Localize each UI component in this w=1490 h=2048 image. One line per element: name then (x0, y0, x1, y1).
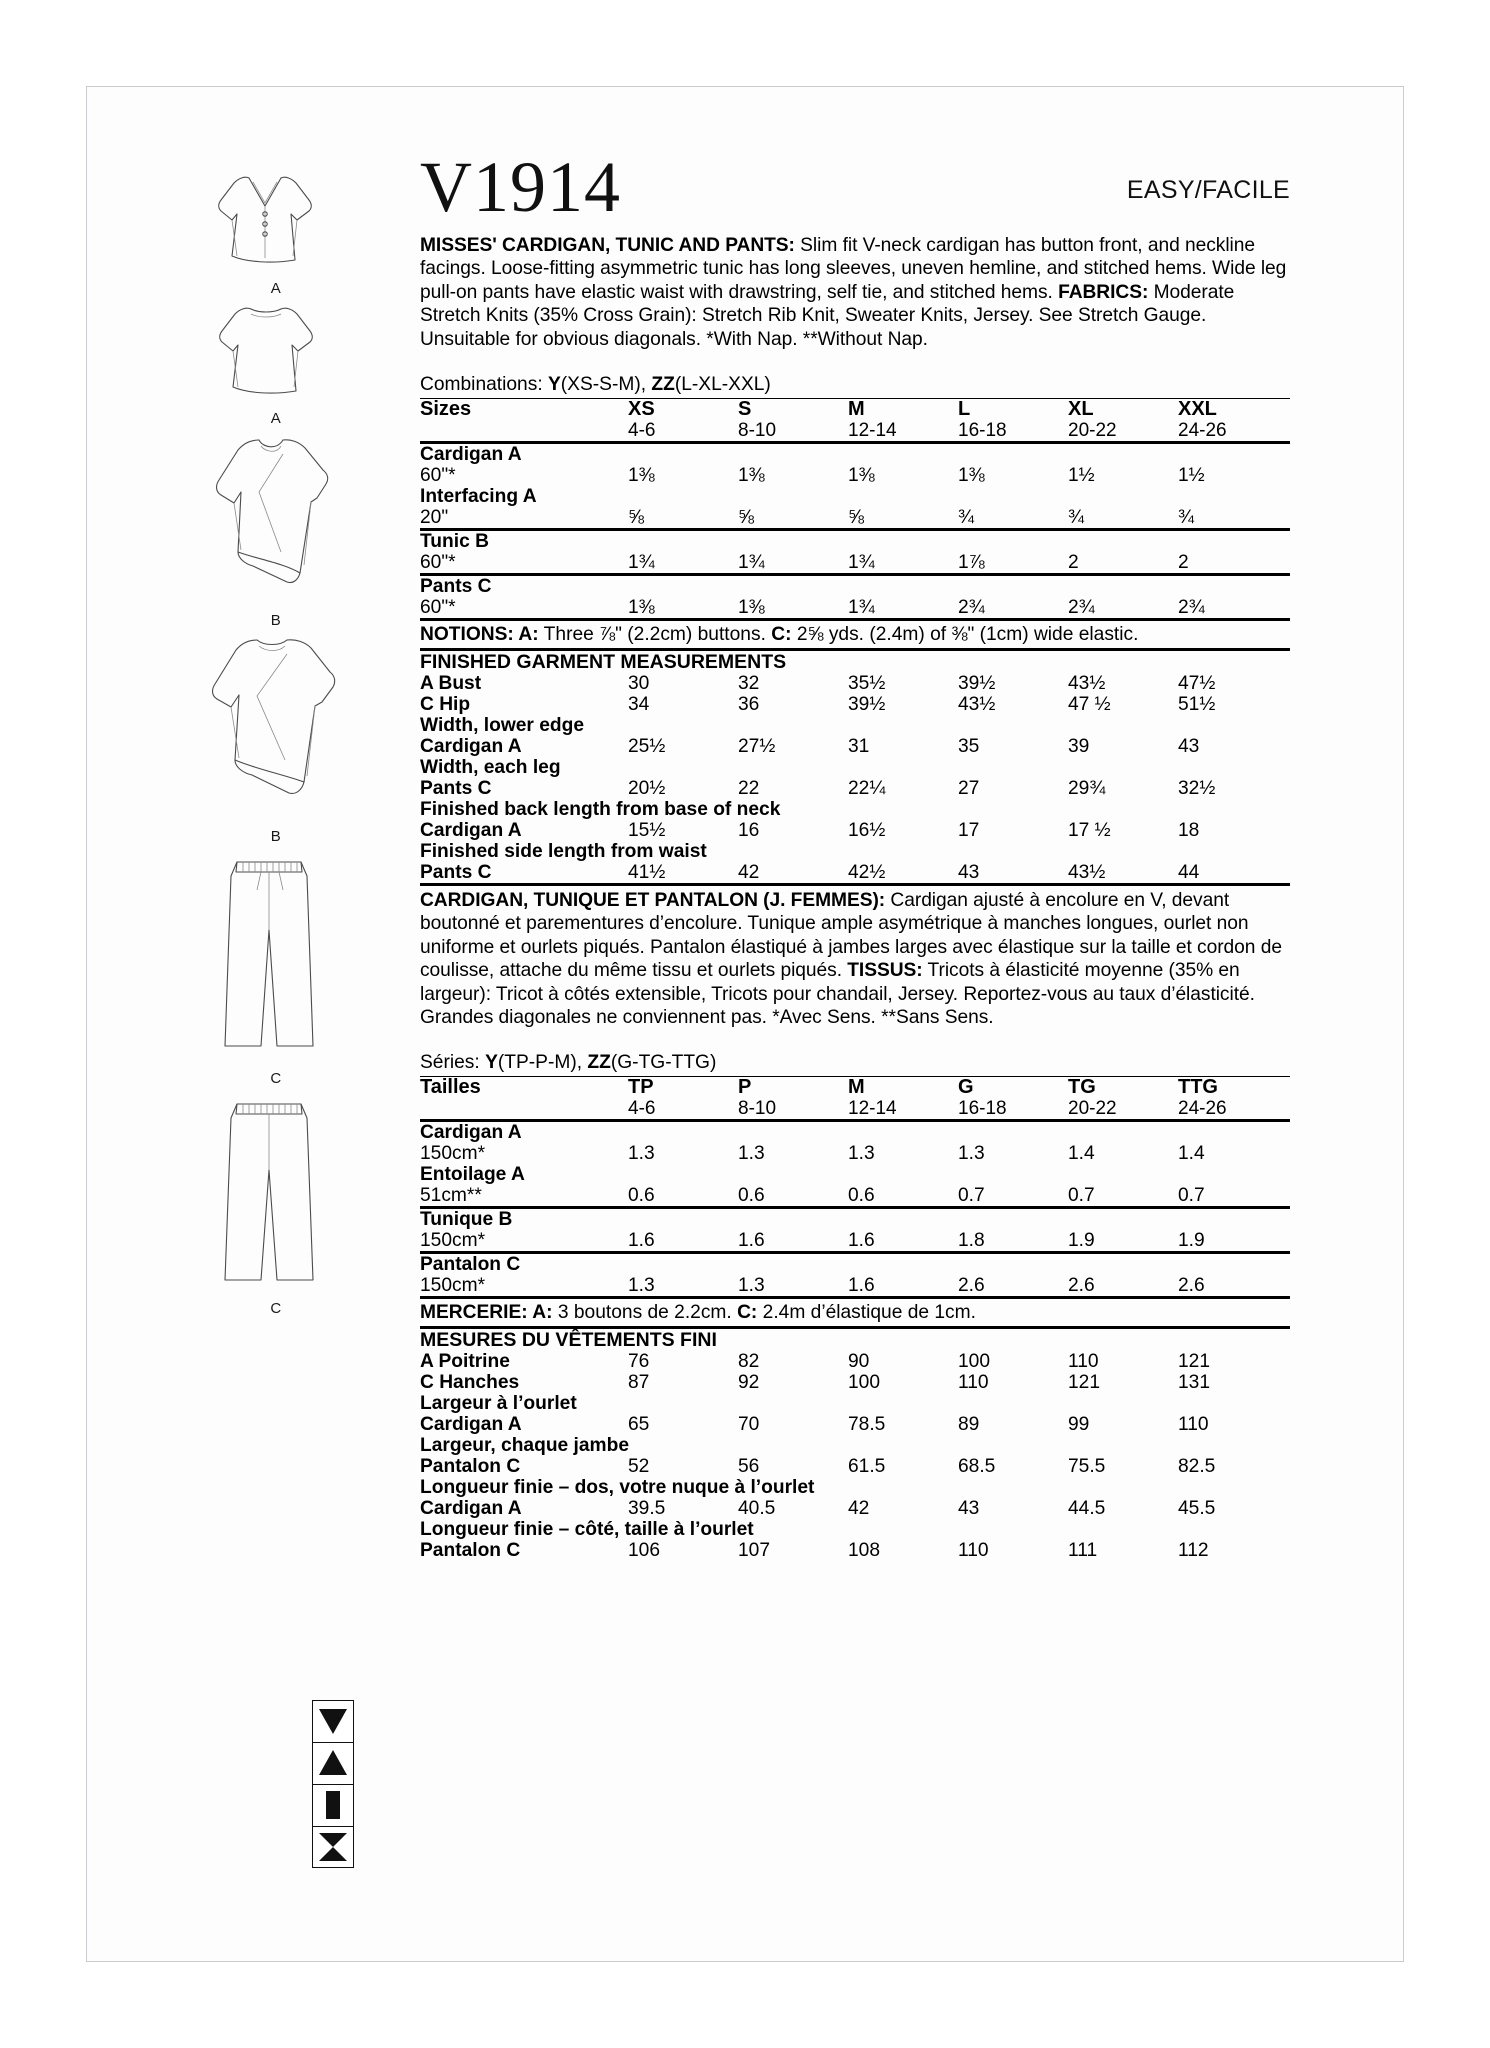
yardage-value: 2.6 (1068, 1275, 1095, 1297)
measure-value: 39.5 (628, 1498, 666, 1520)
yardage-value: 0.6 (628, 1185, 655, 1207)
french-yardage-table (420, 1076, 1290, 1296)
yardage-value: 0.7 (1068, 1185, 1095, 1207)
measure-value: 99 (1068, 1414, 1090, 1436)
measure-value: 43½ (1068, 673, 1106, 695)
yardage-value: 2.6 (958, 1275, 985, 1297)
measure-value: 18 (1178, 820, 1200, 842)
english-combinations (420, 373, 1290, 398)
measure-value: 31 (848, 736, 870, 758)
numeric-size-col-0: 4-6 (628, 1098, 656, 1120)
content-column (420, 147, 1290, 1562)
size-col-5: TTG (1178, 1077, 1290, 1099)
measure-value: 42 (848, 1498, 870, 1520)
table-subheading-row (420, 1435, 1290, 1456)
illustration-label: B (270, 612, 282, 629)
yardage-value: 0.6 (738, 1185, 765, 1207)
yardage-group-width: 150cm* (420, 1143, 486, 1165)
table-row (420, 1253, 1290, 1276)
illustration-tunic-back-view-b (196, 630, 356, 845)
table-row (420, 530, 1290, 553)
yardage-group-width: 60"* (420, 465, 456, 487)
measure-label: C Hip (420, 694, 471, 716)
measure-value: 131 (1178, 1372, 1211, 1394)
measure-value: 70 (738, 1414, 760, 1436)
measure-value: 41½ (628, 862, 666, 884)
measure-value: 39½ (958, 673, 996, 695)
yardage-value: 1.4 (1178, 1143, 1205, 1165)
english-description-title: MISSES' CARDIGAN, TUNIC AND PANTS: (420, 235, 795, 256)
yardage-value: 1½ (1178, 465, 1205, 487)
english-notions (420, 621, 1290, 648)
measure-value: 27½ (738, 736, 776, 758)
measure-value: 44 (1178, 862, 1200, 884)
numeric-size-col-1: 8-10 (738, 420, 777, 442)
numeric-size-col-0: 4-6 (628, 420, 656, 442)
yardage-value: 1⅞ (958, 552, 985, 574)
measure-value: 44.5 (1068, 1498, 1106, 1520)
table-header-row (420, 399, 1290, 421)
measure-value: 61.5 (848, 1456, 886, 1478)
yardage-group-name: Cardigan A (420, 1121, 628, 1144)
illustration-pants-back-view-c (196, 1092, 356, 1317)
size-col-1: P (738, 1077, 848, 1099)
french-combinations (420, 1051, 1290, 1076)
table-row (420, 597, 1290, 618)
size-col-0: XS (628, 399, 738, 421)
english-notions-c-label: C: (771, 624, 792, 646)
measure-value: 16½ (848, 820, 886, 842)
table-row (420, 736, 1290, 757)
size-col-3: G (958, 1077, 1068, 1099)
table-row (420, 1351, 1290, 1372)
measure-value: 51½ (1178, 694, 1216, 716)
measure-subheading: Longueur finie – côté, taille à l’ourlet (420, 1519, 754, 1541)
illustration-pants-front-view-c (196, 850, 356, 1087)
measure-label: Cardigan A (420, 1498, 522, 1520)
measure-value: 29¾ (1068, 778, 1106, 800)
measure-value: 43 (1178, 736, 1200, 758)
yardage-value: 1⅜ (738, 597, 765, 619)
yardage-value: ¾ (958, 507, 975, 529)
measure-value: 100 (958, 1351, 991, 1373)
french-notions (420, 1299, 1290, 1326)
french-combination-y: Y (485, 1052, 498, 1074)
measure-subheading: Largeur à l’ourlet (420, 1393, 577, 1415)
table-row (420, 1230, 1290, 1253)
pattern-icon-strip (312, 1700, 354, 1868)
measure-value: 25½ (628, 736, 666, 758)
measure-value: 78.5 (848, 1414, 886, 1436)
table-section-heading-row (420, 1329, 1290, 1351)
measure-value: 22 (738, 778, 760, 800)
yardage-group-width: 60"* (420, 597, 456, 619)
french-fabrics-body: Tricots à élasticité moyenne (35% en largeur): Tricot à côtés extensible, Tricots pour chandail, Jersey. Reportez-vous au taux d’élasticité. Grandes diagonales ne conviennent pas. *Avec Sens. **Sans Sens. (420, 960, 1255, 1029)
measure-value: 42 (738, 862, 760, 884)
numeric-size-col-4: 20-22 (1068, 1098, 1117, 1120)
table-subheading-row (420, 715, 1290, 736)
yardage-value: 1.3 (628, 1275, 655, 1297)
table-row (420, 1275, 1290, 1296)
sizes-header: Sizes (420, 399, 628, 421)
yardage-value: 0.7 (958, 1185, 985, 1207)
yardage-value: 1.3 (738, 1275, 765, 1297)
measure-label: Pants C (420, 862, 492, 884)
english-combination-y: Y (547, 374, 561, 396)
measure-value: 87 (628, 1372, 650, 1394)
size-col-4: XL (1068, 399, 1178, 421)
measure-label: Pants C (420, 778, 492, 800)
table-subheading-row (420, 1393, 1290, 1414)
french-notions-c-text: 2.4m d’élastique de 1cm. (757, 1302, 976, 1324)
measure-value: 42½ (848, 862, 886, 884)
measure-value: 110 (958, 1372, 989, 1394)
measure-value: 110 (1178, 1414, 1209, 1436)
measure-value: 30 (628, 673, 650, 695)
measure-value: 15½ (628, 820, 666, 842)
triangle-up-icon (312, 1742, 354, 1784)
measure-value: 75.5 (1068, 1456, 1106, 1478)
numeric-size-col-3: 16-18 (958, 420, 1007, 442)
yardage-value: 1.3 (628, 1143, 655, 1165)
hourglass-icon (312, 1826, 354, 1868)
measure-value: 43½ (958, 694, 996, 716)
english-notions-c-text: 2⅝ yds. (2.4m) of ⅜" (1cm) wide elastic. (791, 624, 1139, 646)
table-row (420, 820, 1290, 841)
yardage-value: 1⅜ (628, 597, 655, 619)
measure-value: 36 (738, 694, 760, 716)
yardage-group-name: Pantalon C (420, 1253, 628, 1276)
measure-value: 121 (1068, 1372, 1101, 1394)
french-fabrics-label: TISSUS: (847, 960, 923, 982)
english-combination-zz: ZZ (651, 374, 675, 396)
table-row (420, 1121, 1290, 1144)
yardage-group-width: 60"* (420, 552, 456, 574)
yardage-value: 1.9 (1178, 1230, 1205, 1252)
measure-value: 39½ (848, 694, 886, 716)
measure-value: 45.5 (1178, 1498, 1216, 1520)
yardage-value: 1.8 (958, 1230, 985, 1252)
table-row (420, 694, 1290, 715)
numeric-size-col-4: 20-22 (1068, 420, 1117, 442)
french-description (420, 889, 1290, 1029)
measure-label: A Poitrine (420, 1351, 510, 1373)
table-subheading-row (420, 1519, 1290, 1540)
yardage-value: ¾ (1178, 507, 1195, 529)
yardage-group-name: Tunique B (420, 1208, 628, 1231)
yardage-value: 1.4 (1068, 1143, 1095, 1165)
numeric-size-col-3: 16-18 (958, 1098, 1007, 1120)
illustration-label: C (270, 1300, 282, 1317)
difficulty-label: EASY/FACILE (1126, 176, 1290, 204)
table-row (420, 1143, 1290, 1164)
table-row (420, 1185, 1290, 1208)
table-row (420, 1208, 1290, 1231)
table-row (420, 1456, 1290, 1477)
measure-value: 27 (958, 778, 980, 800)
measure-value: 110 (958, 1540, 989, 1562)
measure-value: 100 (848, 1372, 881, 1394)
measure-subheading: Width, each leg (420, 757, 561, 779)
measure-value: 65 (628, 1414, 650, 1436)
measure-value: 43½ (1068, 862, 1106, 884)
yardage-group-width: 150cm* (420, 1275, 486, 1297)
yardage-value: 1⅜ (958, 465, 985, 487)
french-notions-a-label: A: (527, 1302, 553, 1324)
measure-value: 40.5 (738, 1498, 776, 1520)
yardage-value: 1.3 (848, 1143, 875, 1165)
size-col-3: L (958, 399, 1068, 421)
numeric-sizes-spacer (420, 420, 628, 443)
measure-label: Cardigan A (420, 820, 522, 842)
yardage-group-width: 20" (420, 507, 449, 529)
french-combination-y-sizes: (TP-P-M), (497, 1052, 588, 1074)
numeric-size-col-5: 24-26 (1178, 420, 1227, 442)
table-section-heading-row (420, 651, 1290, 673)
english-combinations-prefix: Combinations: (420, 374, 548, 396)
table-row (420, 778, 1290, 799)
measure-value: 32 (738, 673, 760, 695)
measure-label: C Hanches (420, 1372, 520, 1394)
yardage-value: 2¾ (958, 597, 985, 619)
table-row (420, 1414, 1290, 1435)
measure-value: 112 (1178, 1540, 1209, 1562)
table-numeric-size-row (420, 1098, 1290, 1121)
measure-label: Pantalon C (420, 1540, 521, 1562)
yardage-value: 1¾ (628, 552, 655, 574)
size-col-0: TP (628, 1077, 738, 1099)
yardage-value: 1.9 (1068, 1230, 1095, 1252)
measure-value: 92 (738, 1372, 760, 1394)
size-col-2: M (848, 1077, 958, 1099)
measure-value: 43 (958, 862, 980, 884)
cardigan-front-line-drawing (201, 170, 351, 278)
measure-value: 110 (1068, 1351, 1099, 1373)
triangle-down-icon (312, 1700, 354, 1742)
yardage-value: 1¾ (848, 552, 875, 574)
measure-value: 17 ½ (1068, 820, 1111, 842)
french-combinations-prefix: Séries: (420, 1052, 486, 1074)
table-header-row (420, 1077, 1290, 1099)
illustration-label: A (270, 410, 282, 427)
english-finished-measurements-table (420, 651, 1290, 883)
french-combination-zz-sizes: (G-TG-TTG) (610, 1052, 717, 1074)
measure-value: 47½ (1178, 673, 1216, 695)
measure-value: 89 (958, 1414, 980, 1436)
yardage-value: 1¾ (738, 552, 765, 574)
table-row (420, 486, 1290, 507)
illustration-label: C (270, 1070, 282, 1087)
yardage-value: 2.6 (1178, 1275, 1205, 1297)
pattern-number: V1914 (420, 147, 621, 227)
english-fabrics-label: FABRICS: (1058, 281, 1149, 303)
table-row (420, 1164, 1290, 1185)
measure-label: Pantalon C (420, 1456, 521, 1478)
french-finished-measurements-table (420, 1329, 1290, 1561)
yardage-value: 1¾ (848, 597, 875, 619)
yardage-group-name: Cardigan A (420, 443, 628, 466)
french-notions-a-text: 3 boutons de 2.2cm. (552, 1302, 738, 1324)
size-col-2: M (848, 399, 958, 421)
french-notions-c-label: C: (737, 1302, 758, 1324)
yardage-group-width: 51cm** (420, 1185, 482, 1207)
illustration-cardigan-front-view-a (196, 170, 356, 297)
table-row (420, 862, 1290, 883)
pants-front-line-drawing (201, 850, 351, 1068)
cardigan-back-line-drawing (201, 300, 351, 408)
yardage-value: 0.7 (1178, 1185, 1205, 1207)
measure-value: 82 (738, 1351, 760, 1373)
measure-value: 108 (848, 1540, 881, 1562)
measure-value: 106 (628, 1540, 661, 1562)
table-row (420, 575, 1290, 598)
size-col-1: S (738, 399, 848, 421)
english-combination-zz-sizes: (L-XL-XXL) (674, 374, 771, 396)
measure-subheading: Finished back length from base of neck (420, 799, 781, 821)
measure-label: Cardigan A (420, 1414, 522, 1436)
illustration-tunic-front-view-b (196, 432, 356, 629)
rectangle-solid-icon (312, 1784, 354, 1826)
measure-value: 34 (628, 694, 650, 716)
measure-value: 52 (628, 1456, 650, 1478)
tailles-header: Tailles (420, 1077, 628, 1099)
yardage-value: ¾ (1068, 507, 1085, 529)
measure-value: 22¼ (848, 778, 886, 800)
english-notions-label: NOTIONS: (420, 624, 514, 646)
measure-value: 121 (1178, 1351, 1211, 1373)
measure-value: 90 (848, 1351, 870, 1373)
table-subheading-row (420, 757, 1290, 778)
yardage-value: ⅝ (628, 507, 645, 529)
table-row (420, 1540, 1290, 1561)
yardage-value: 1.6 (848, 1230, 875, 1252)
yardage-value: 1⅜ (848, 465, 875, 487)
english-notions-a-label: A: (513, 624, 539, 646)
table-subheading-row (420, 841, 1290, 862)
measure-value: 35½ (848, 673, 886, 695)
measure-value: 111 (1068, 1540, 1098, 1562)
yardage-group-name: Pants C (420, 575, 628, 598)
measure-label: Cardigan A (420, 736, 522, 758)
header-row (420, 147, 1290, 228)
yardage-value: ⅝ (738, 507, 755, 529)
size-col-4: TG (1068, 1077, 1178, 1099)
english-description-body: Slim fit V-neck cardigan has button front, and neckline facings. Loose-fitting asymmetric tunic has long sleeves, uneven hemline, and stitched hems. Wide leg pull-on pants have elastic waist with drawstring, self tie, and stitched hems. (420, 235, 1287, 303)
measure-value: 32½ (1178, 778, 1216, 800)
measure-value: 17 (958, 820, 980, 842)
english-description (420, 234, 1290, 351)
french-combination-zz: ZZ (587, 1052, 611, 1074)
measure-value: 56 (738, 1456, 760, 1478)
measure-value: 107 (738, 1540, 771, 1562)
numeric-size-col-2: 12-14 (848, 1098, 897, 1120)
table-row (420, 1498, 1290, 1519)
yardage-value: 2 (1178, 552, 1189, 574)
measure-subheading: Width, lower edge (420, 715, 584, 737)
french-description-body: Cardigan ajusté à encolure en V, devant boutonné et parementures d’encolure. Tunique ample asymétrique à manches longues, ourlet non uniforme et ourlets piqués. Pantalon élastiqué à jambes larges avec élastique sur la taille et cordon de coulisse, attache du même tissu et ourlets piqués. (420, 890, 1282, 982)
yardage-value: 1½ (1068, 465, 1095, 487)
english-combination-y-sizes: (XS-S-M), (560, 374, 652, 396)
size-col-5: XXL (1178, 399, 1290, 421)
table-row (420, 673, 1290, 694)
table-row (420, 552, 1290, 575)
table-row (420, 443, 1290, 466)
measure-value: 43 (958, 1498, 980, 1520)
yardage-group-name: Interfacing A (420, 486, 537, 508)
measure-subheading: Longueur finie – dos, votre nuque à l’ourlet (420, 1477, 815, 1499)
table-row (420, 507, 1290, 530)
measure-value: 39 (1068, 736, 1090, 758)
measure-subheading: Largeur, chaque jambe (420, 1435, 630, 1457)
yardage-value: ⅝ (848, 507, 865, 529)
measure-value: 68.5 (958, 1456, 996, 1478)
french-finished-heading: MESURES DU VÊTEMENTS FINI (420, 1329, 717, 1352)
yardage-group-name: Tunic B (420, 530, 628, 553)
yardage-value: 2¾ (1178, 597, 1205, 619)
english-fabrics-body: Moderate Stretch Knits (35% Cross Grain): Stretch Rib Knit, Sweater Knits, Jersey. See Stretch Gauge. Unsuitable for obvious diagonals. *With Nap. **Without Nap. (420, 281, 1235, 350)
measure-label: A Bust (420, 673, 482, 695)
measure-value: 20½ (628, 778, 666, 800)
table-row (420, 465, 1290, 486)
yardage-group-name: Entoilage A (420, 1164, 525, 1186)
tunic-front-line-drawing (201, 432, 351, 610)
yardage-value: 1.6 (848, 1275, 875, 1297)
illustration-label: A (270, 280, 282, 297)
illustration-label: B (270, 828, 282, 845)
numeric-size-col-1: 8-10 (738, 1098, 777, 1120)
yardage-value: 1⅜ (628, 465, 655, 487)
yardage-value: 0.6 (848, 1185, 875, 1207)
numeric-sizes-spacer (420, 1098, 628, 1121)
table-numeric-size-row (420, 420, 1290, 443)
french-notions-label: MERCERIE: (420, 1302, 528, 1324)
english-yardage-table (420, 398, 1290, 618)
measure-value: 47 ½ (1068, 694, 1111, 716)
yardage-value: 1.3 (958, 1143, 985, 1165)
table-row (420, 1372, 1290, 1393)
numeric-size-col-2: 12-14 (848, 420, 897, 442)
yardage-value: 2¾ (1068, 597, 1095, 619)
english-notions-a-text: Three ⅞" (2.2cm) buttons. (538, 624, 772, 646)
measure-value: 82.5 (1178, 1456, 1216, 1478)
table-subheading-row (420, 1477, 1290, 1498)
measure-value: 35 (958, 736, 980, 758)
yardage-value: 1.3 (738, 1143, 765, 1165)
yardage-value: 1⅜ (738, 465, 765, 487)
english-finished-heading: FINISHED GARMENT MEASUREMENTS (420, 651, 787, 674)
tunic-back-line-drawing (201, 630, 351, 826)
measure-subheading: Finished side length from waist (420, 841, 707, 863)
illustration-rail (196, 170, 356, 1870)
numeric-size-col-5: 24-26 (1178, 1098, 1227, 1120)
table-subheading-row (420, 799, 1290, 820)
pants-back-line-drawing (201, 1092, 351, 1298)
french-description-title: CARDIGAN, TUNIQUE ET PANTALON (J. FEMMES): (420, 890, 886, 912)
yardage-value: 2 (1068, 552, 1079, 574)
illustration-cardigan-back-view-a (196, 300, 356, 427)
yardage-value: 1.6 (628, 1230, 655, 1252)
yardage-value: 1.6 (738, 1230, 765, 1252)
yardage-group-width: 150cm* (420, 1230, 486, 1252)
measure-value: 16 (738, 820, 760, 842)
measure-value: 76 (628, 1351, 650, 1373)
